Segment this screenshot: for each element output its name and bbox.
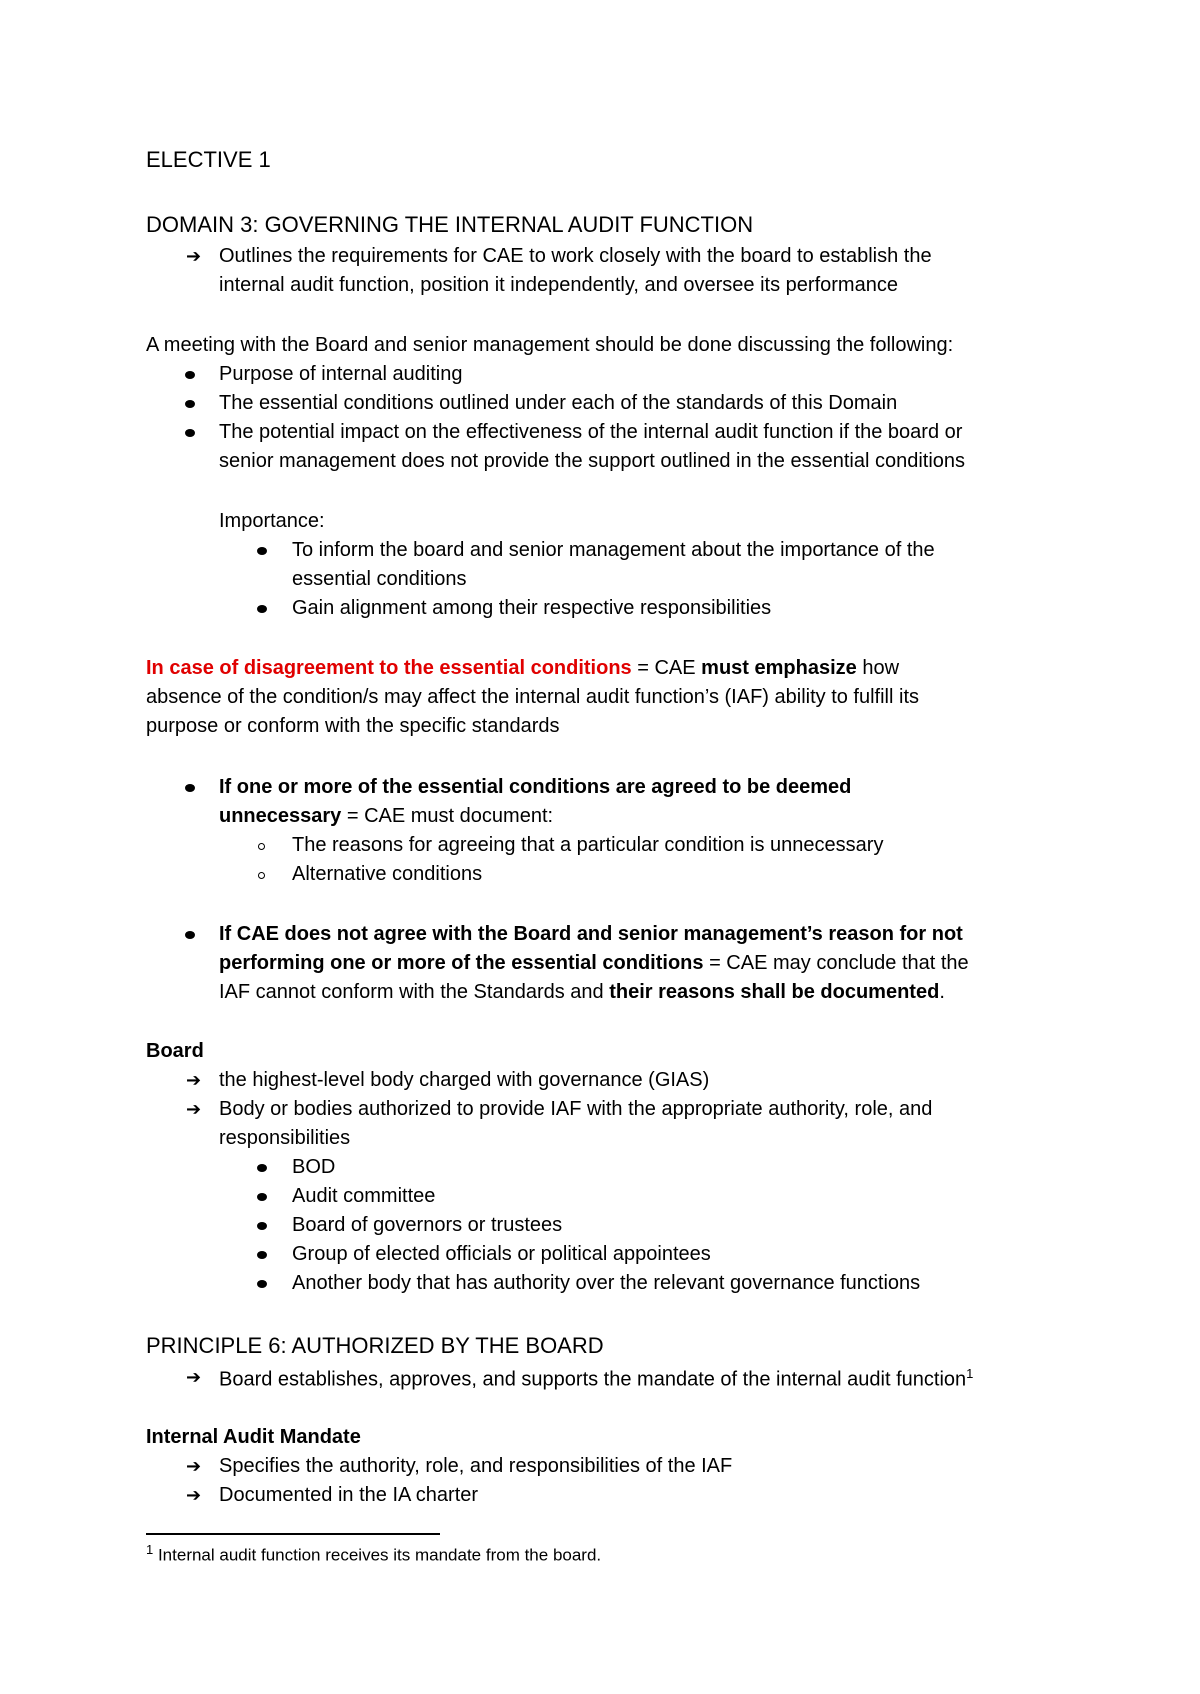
bullet-icon: [257, 1164, 267, 1172]
arrow-icon: ➔: [186, 1367, 202, 1388]
disagreement-rest: how: [856, 657, 900, 679]
importance-item: To inform the board and senior management about the importance of the: [292, 539, 935, 561]
not-agree-emphasis: their reasons shall be documented: [609, 981, 940, 1003]
principle-heading: PRINCIPLE 6: AUTHORIZED BY THE BOARD: [146, 1333, 604, 1358]
unnecessary-bold: unnecessary: [219, 805, 342, 827]
unnecessary-sub-item: The reasons for agreeing that a particular condition is unnecessary: [292, 834, 884, 856]
not-agree-line3: [219, 981, 945, 1004]
principle-point: [219, 1366, 973, 1392]
board-item: Audit committee: [292, 1185, 436, 1207]
bullet-icon: [257, 547, 267, 555]
must-emphasize: must emphasize: [701, 657, 857, 679]
bullet-icon: [257, 605, 267, 613]
disagreement-line2: absence of the condition/s may affect the internal audit function’s (IAF) ability to fulfill its: [146, 686, 919, 708]
footnote-number: 1: [146, 1542, 154, 1557]
unnecessary-line1: If one or more of the essential conditions are agreed to be deemed: [219, 776, 852, 798]
arrow-icon: ➔: [186, 1485, 202, 1506]
disagreement-line1: [146, 657, 899, 680]
bullet-icon: [257, 1251, 267, 1259]
bullet-icon: [257, 1222, 267, 1230]
mandate-point: Specifies the authority, role, and responsibilities of the IAF: [219, 1455, 733, 1477]
arrow-icon: ➔: [186, 1456, 202, 1477]
board-item: BOD: [292, 1156, 336, 1178]
board-heading: Board: [146, 1040, 204, 1062]
circle-bullet-icon: [258, 843, 265, 850]
not-agree-line2: [219, 952, 969, 975]
unnecessary-line2: [219, 805, 553, 828]
mandate-heading: Internal Audit Mandate: [146, 1426, 361, 1448]
arrow-icon: ➔: [186, 246, 202, 267]
board-point: Body or bodies authorized to provide IAF with the appropriate authority, role, and: [219, 1098, 933, 1120]
bullet-icon: [185, 931, 195, 939]
bullet-icon: [185, 400, 195, 408]
unnecessary-rest: = CAE must document:: [341, 805, 554, 827]
board-item: Board of governors or trustees: [292, 1214, 563, 1236]
importance-item-cont: essential conditions: [292, 568, 467, 590]
disagreement-highlight: In case of disagreement to the essential conditions: [146, 657, 632, 679]
footnote: [146, 1542, 601, 1566]
mandate-point: Documented in the IA charter: [219, 1484, 479, 1506]
bullet-icon: [185, 784, 195, 792]
footnote-text: Internal audit function receives its mandate from the board.: [153, 1545, 602, 1565]
disagreement-line3: purpose or conform with the specific standards: [146, 715, 560, 737]
arrow-icon: ➔: [186, 1070, 202, 1091]
not-agree-rest: = CAE may conclude that the: [703, 952, 969, 974]
not-agree-text: IAF cannot conform with the Standards and: [219, 981, 610, 1003]
domain-point-line1: Outlines the requirements for CAE to work closely with the board to establish the: [219, 245, 932, 267]
not-agree-line1: If CAE does not agree with the Board and senior management’s reason for not: [219, 923, 963, 945]
board-item: Another body that has authority over the relevant governance functions: [292, 1272, 921, 1294]
board-item: Group of elected officials or political appointees: [292, 1243, 711, 1265]
disagreement-eq: = CAE: [631, 657, 702, 679]
bullet-icon: [257, 1280, 267, 1288]
bullet-icon: [185, 371, 195, 379]
meeting-intro: A meeting with the Board and senior management should be done discussing the following:: [146, 334, 954, 356]
importance-label: Importance:: [219, 510, 325, 532]
meeting-item: The essential conditions outlined under each of the standards of this Domain: [219, 392, 898, 414]
domain-heading: DOMAIN 3: GOVERNING THE INTERNAL AUDIT FUNCTION: [146, 212, 754, 237]
importance-item: Gain alignment among their respective responsibilities: [292, 597, 772, 619]
circle-bullet-icon: [258, 872, 265, 879]
bullet-icon: [185, 429, 195, 437]
meeting-item-cont: senior management does not provide the support outlined in the essential conditions: [219, 450, 966, 472]
board-point-cont: responsibilities: [219, 1127, 351, 1149]
elective-title: ELECTIVE 1: [146, 147, 271, 172]
unnecessary-sub-item: Alternative conditions: [292, 863, 483, 885]
meeting-item: The potential impact on the effectiveness of the internal audit function if the board or: [219, 421, 963, 443]
arrow-icon: ➔: [186, 1099, 202, 1120]
domain-point-line2: internal audit function, position it independently, and oversee its performance: [219, 274, 898, 296]
footnote-ref[interactable]: 1: [966, 1366, 974, 1381]
principle-point-text: Board establishes, approves, and supports the mandate of the internal audit function: [219, 1368, 967, 1391]
not-agree-bold: performing one or more of the essential conditions: [219, 952, 704, 974]
meeting-item: Purpose of internal auditing: [219, 363, 463, 385]
board-point: the highest-level body charged with governance (GIAS): [219, 1069, 710, 1091]
not-agree-period: .: [939, 981, 945, 1003]
footnote-separator: [146, 1533, 440, 1535]
bullet-icon: [257, 1193, 267, 1201]
